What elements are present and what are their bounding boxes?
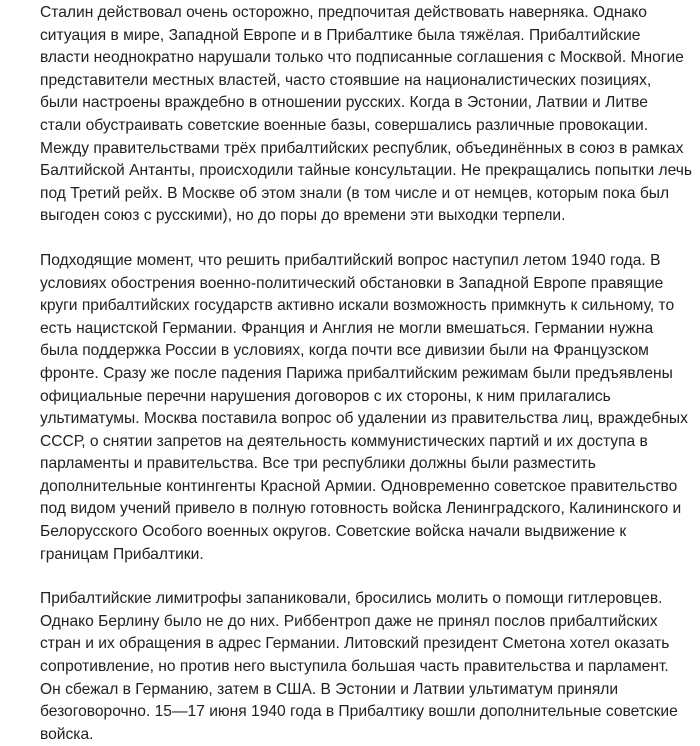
article-paragraph-1: Сталин действовал очень осторожно, предпочитая действовать наверняка. Однако ситуация в мире, Западной Европе и в Прибалтике была тяжёлая. Прибалтийские власти неоднократно нарушали только что подписанные соглашения с Москвой. Многие представители местных властей, часто стоявшие на националистических позициях, были настроены враждебно в отношении русских. Когда в Эстонии, Латвии и Литве стали обустраивать советские военные базы, совершались различные провокации. Между правительствами трёх прибалтийских республик, объединённых в союз в рамках Балтийской Антанты, происходили тайные консультации. Не прекращались попытки лечь под Третий рейх. В Москве об этом знали (в том числе и от немцев, которым пока был выгоден союз с русскими), но до поры до времени эти выходки терпели. xyxy=(40,4,692,225)
article-paragraph-2: Подходящие момент, что решить прибалтийский вопрос наступил летом 1940 года. В условиях обострения военно-политический обстановки в Западной Европе правящие круги прибалтийских государств активно искали возможность примкнуть к сильному, то есть нацистской Германии. Франция и Англия не могли вмешаться. Германии нужна была поддержка России в условиях, когда почти все дивизии были на Французском фронте. Сразу же после падения Парижа прибалтийским режимам были предъявлены официальные перечни нарушения договоров с их стороны, к ним прилагались ультиматумы. Москва поставила вопрос об удалении из правительства лиц, враждебных СССР, о снятии запретов на деятельность коммунистических партий и их доступа в парламенты и правительства. Все три республики должны были разместить дополнительные контингенты Красной Армии. Одновременно советское правительство под видом учений привело в полную готовность войска Ленинградского, Калининского и Белорусского Особого военных округов. Советские войска начали выдвижение к границам Прибалтики. xyxy=(40,251,688,563)
article-paragraph-3: Прибалтийские лимитрофы запаниковали, бросились молить о помощи гитлеровцев. Однако Берлину было не до них. Риббентроп даже не принял послов прибалтийских стран и их обращения в адрес Германии. Литовский президент Сметона хотел оказать сопротивление, но против него выступила большая часть правительства и парламент. Он сбежал в Германию, затем в США. В Эстонии и Латвии ультиматум приняли безоговорочно. 15—17 июня 1940 года в Прибалтику вошли дополнительные советские войска. xyxy=(40,590,678,743)
